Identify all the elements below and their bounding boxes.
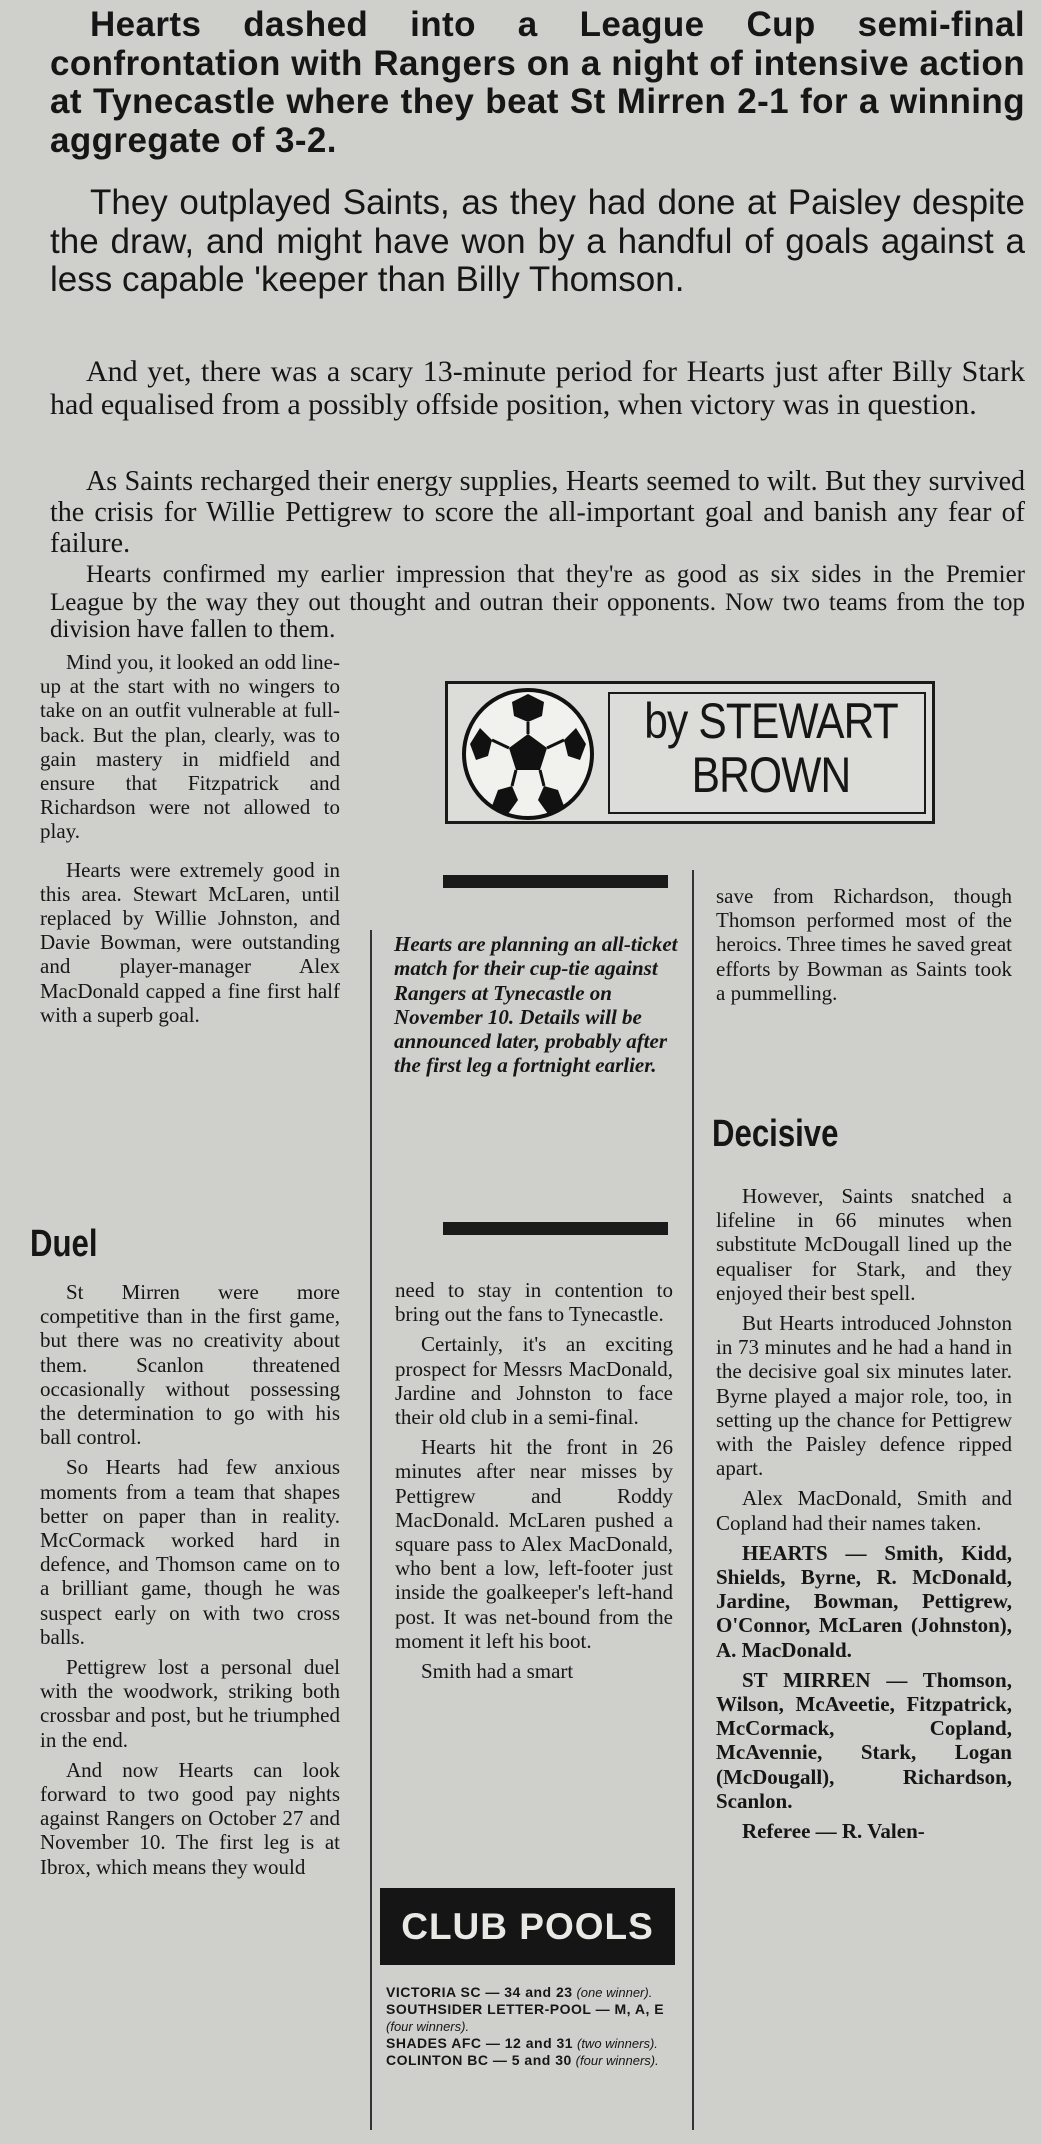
notice-rule-bottom <box>443 1222 668 1235</box>
col3-team-hearts: HEARTS — Smith, Kidd, Shields, Byrne, R. McDonald, Jardine, Bowman, Pettigrew, O'Connor, McLaren (Johnston), A. MacDonald. <box>716 1540 1012 1662</box>
pools-item <box>386 2001 671 2035</box>
col3-paragraph-1: save from Richardson, though Thomson performed most of the heroics. Three times he saved great efforts by Bowman as Saints took a pummelling. <box>716 884 1012 1005</box>
subheading-decisive-wrap <box>712 1112 866 1156</box>
pools-item-line: SHADES AFC — 12 and 31 <box>386 2035 574 2051</box>
pools-item <box>386 1984 671 2001</box>
col2-paragraph-4: Smith had a smart <box>421 1659 574 1684</box>
column-1 <box>40 650 340 1027</box>
pools-item-note: (one winner). <box>576 1985 653 2000</box>
pools-item <box>386 2035 671 2052</box>
club-pools-heading: CLUB POOLS <box>380 1888 675 1965</box>
col3-paragraph-2: However, Saints snatched a lifeline in 66 minutes when substitute McDougall lined up the equaliser for Stark, and they enjoyed their best spell. <box>716 1184 1012 1305</box>
col1-paragraph-4: So Hearts had few anxious moments from a team that shapes better on paper than in reality. McCormack worked hard in defence, and Thomson came on to a brilliant game, though he was suspect early on with two cross balls. <box>40 1455 340 1649</box>
col1-paragraph-2: Hearts were extremely good in this area. Stewart McLaren, until replaced by Willie Johnston, and Davie Bowman, were outstanding and player-manager Alex MacDonald capped a fine first half with a superb goal. <box>40 857 340 1027</box>
col1-paragraph-1: Mind you, it looked an odd line-up at the start with no wingers to take on an outfit vulnerable at full-back. But the plan, clearly, was to gain mastery in midfield and ensure that Fitzpatrick and Richardson were not allowed to play. <box>40 650 340 844</box>
byline <box>639 694 903 802</box>
column-rule-right <box>692 870 694 2130</box>
column-rule-left <box>370 930 372 2130</box>
lead-paragraph-5: Hearts confirmed my earlier impression that they're as good as six sides in the Premier League by the way they out thought and outran their opponents. Now two teams from the top division have fallen to them. <box>50 561 1025 643</box>
football-icon <box>458 686 598 822</box>
col1-paragraph-6: And now Hearts can look forward to two good pay nights against Rangers on October 27 and November 10. The first leg is at Ibrox, which means they would <box>40 1757 340 1879</box>
col2-paragraph-1: need to stay in contention to bring out the fans to Tynecastle. <box>395 1278 673 1327</box>
lead-paragraph-2: They outplayed Saints, as they had done at Paisley despite the draw, and might have won by a handful of goals against a less capable 'keeper than Billy Thomson. <box>50 183 1025 299</box>
col2-paragraph-2: Certainly, it's an exciting prospect for Messrs MacDonald, Jardine and Johnston to face their old club in a semi-final. <box>395 1332 673 1430</box>
pools-item-line: COLINTON BC — 5 and 30 <box>386 2052 572 2068</box>
pools-item-note: (two winners). <box>576 2036 658 2051</box>
subheading-decisive: Decisive <box>712 1113 839 1155</box>
column-3-continued <box>716 1184 1012 1843</box>
byline-box <box>445 681 935 824</box>
ticket-notice: Hearts are planning an all-ticket match for their cup-tie against Rangers at Tynecastle on November 10. Details will be announced later, probably after the first leg a fortnight earlier. <box>394 932 678 1078</box>
lead-paragraph-1: Hearts dashed into a League Cup semi-final confrontation with Rangers on a night of intensive action at Tynecastle where they beat St Mirren 2-1 for a winning aggregate of 3-2. <box>50 5 1025 160</box>
column-1-continued <box>40 1280 340 1879</box>
col1-paragraph-5: Pettigrew lost a personal duel with the woodwork, striking both crossbar and post, but he triumphed in the end. <box>40 1655 340 1752</box>
pools-item-note: (four winners). <box>575 2053 659 2068</box>
pools-item-note: (four winners). <box>386 2019 470 2034</box>
byline-line-1: by STEWART <box>644 693 898 749</box>
col3-referee: Referee — R. Valen- <box>742 1819 925 1844</box>
pools-item <box>386 2052 671 2069</box>
subheading-duel-wrap <box>30 1222 112 1266</box>
col1-paragraph-3: St Mirren were more competitive than in the first game, but there was no creativity about them. Scanlon threatened occasionally without possessing the determination to go with his ball control. <box>40 1280 340 1450</box>
lead-paragraph-3: And yet, there was a scary 13-minute period for Hearts just after Billy Stark had equalised from a possibly offside position, when victory was in question. <box>50 355 1025 421</box>
column-2 <box>395 1278 673 1683</box>
byline-line-2: BROWN <box>691 747 851 803</box>
column-3 <box>716 884 1012 1005</box>
subheading-duel: Duel <box>30 1223 98 1265</box>
col3-team-st-mirren: ST MIRREN — Thomson, Wilson, McAveetie, Fitzpatrick, McCormack, Copland, McAvennie, Stark, Logan (McDougall), Richardson, Scanlon. <box>716 1667 1012 1813</box>
pools-item-line: VICTORIA SC — 34 and 23 <box>386 1984 573 2000</box>
pools-item-line: SOUTHSIDER LETTER-POOL — M, A, E <box>386 2001 665 2017</box>
notice-rule-top <box>443 875 668 888</box>
col2-paragraph-3: Hearts hit the front in 26 minutes after near misses by Pettigrew and Roddy MacDonald. McLaren pushed a square pass to Alex MacDonald, who bent a low, left-footer just inside the goalkeeper's left-hand post. It was net-bound from the moment it left his boot. <box>395 1435 673 1653</box>
col3-paragraph-3: But Hearts introduced Johnston in 73 minutes and he had a hand in the decisive goal six minutes later. Byrne played a major role, too, in setting up the chance for Pettigrew with the Paisley defence ripped apart. <box>716 1311 1012 1481</box>
lead-paragraph-4: As Saints recharged their energy supplies, Hearts seemed to wilt. But they survived the crisis for Willie Pettigrew to score the all-important goal and banish any fear of failure. <box>50 466 1025 559</box>
club-pools-list <box>386 1984 671 2069</box>
col3-paragraph-4: Alex MacDonald, Smith and Copland had their names taken. <box>716 1486 1012 1535</box>
